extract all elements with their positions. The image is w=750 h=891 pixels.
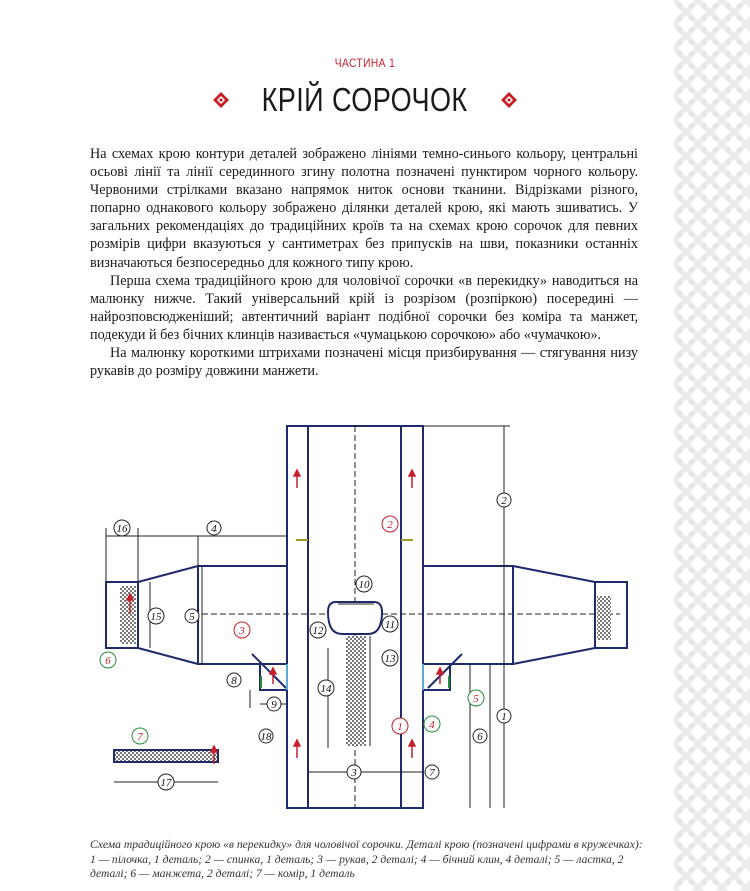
svg-text:1: 1 — [397, 721, 403, 733]
svg-text:10: 10 — [358, 579, 370, 591]
part-labels — [100, 516, 484, 744]
svg-text:3: 3 — [239, 625, 245, 637]
svg-text:8: 8 — [231, 675, 237, 687]
svg-text:4: 4 — [429, 719, 435, 731]
svg-text:11: 11 — [384, 619, 396, 631]
svg-text:2: 2 — [387, 519, 393, 531]
svg-text:12: 12 — [312, 625, 324, 637]
svg-text:17: 17 — [160, 777, 172, 789]
title-row — [0, 78, 730, 122]
placket-gather — [346, 636, 366, 746]
svg-text:16: 16 — [116, 523, 128, 535]
svg-text:3: 3 — [351, 767, 357, 779]
svg-text:9: 9 — [271, 699, 277, 711]
paragraph-3: На малюнку короткими штрихами позначені місця призбирування — стягування низу рукавів до розміру довжини манжети. — [90, 345, 638, 380]
red-diamond-ornament-icon — [501, 92, 517, 108]
page-title: КРІЙ СОРОЧОК — [262, 81, 468, 118]
side-ornament-border — [674, 0, 750, 891]
svg-text:2: 2 — [501, 495, 507, 507]
svg-text:4: 4 — [211, 523, 217, 535]
svg-text:1: 1 — [501, 711, 507, 723]
svg-text:18: 18 — [260, 731, 272, 743]
svg-text:15: 15 — [150, 611, 162, 623]
svg-text:7: 7 — [137, 731, 143, 743]
cuff-right-gather — [597, 596, 611, 640]
red-diamond-ornament-icon — [213, 92, 229, 108]
svg-text:7: 7 — [429, 767, 435, 779]
neckline — [328, 602, 382, 634]
paragraph-1: На схемах крою контури деталей зображено лініями темно-синього кольору, центральні осьові лінії та лінії серединного згину полотна позначені пунктиром чорного кольору. Червоними стрілками вказано напрямок ниток основи тканини. Відрізками різного, попарно однакового кольору зображено ділянки деталей крою, які мають зшиватись. У загальних рекомендаціях до традиційних кроїв та на схемах крою сорочок для певних розмірів цифри вказуються у сантиметрах без припусків на шви, показники останніх визначаються безпосередньо для кожного типу крою. — [90, 146, 638, 271]
measurement-labels — [114, 493, 511, 790]
svg-text:13: 13 — [384, 653, 396, 665]
cuff-left-gather — [120, 586, 136, 644]
svg-text:5: 5 — [473, 693, 479, 705]
svg-text:5: 5 — [189, 611, 195, 623]
svg-text:6: 6 — [105, 655, 111, 667]
svg-text:6: 6 — [477, 731, 483, 743]
collar — [114, 750, 218, 762]
svg-text:14: 14 — [320, 683, 332, 695]
body-text — [90, 145, 638, 380]
paragraph-2: Перша схема традиційного крою для чоловічої сорочки «в перекидку» наводиться на малюнку нижче. Такий універсальний крій із розрізом (розпіркою) посередині — найрозповсюдженіший; автентичний варіант подібної сорочки без коміра та манжет, подекуди й без бічних клинців називається «чумацькою сорочкою» або «чумачкою». — [90, 272, 638, 343]
shirt-pattern-diagram — [90, 418, 650, 828]
part-label: ЧАСТИНА 1 — [334, 56, 396, 70]
figure-caption: Схема традиційного крою «в перекидку» для чоловічої сорочки. Деталі крою (позначені цифрами в кружечках): 1 — пілочка, 1 деталь; 2 — спинка, 1 деталь; 3 — рукав, 2 деталі; 4 — бічний клин, 4 деталі; 5 — ластка, 2 деталі; 6 — манжета, 2 деталі; 7 — комір, 1 деталь — [90, 838, 643, 880]
